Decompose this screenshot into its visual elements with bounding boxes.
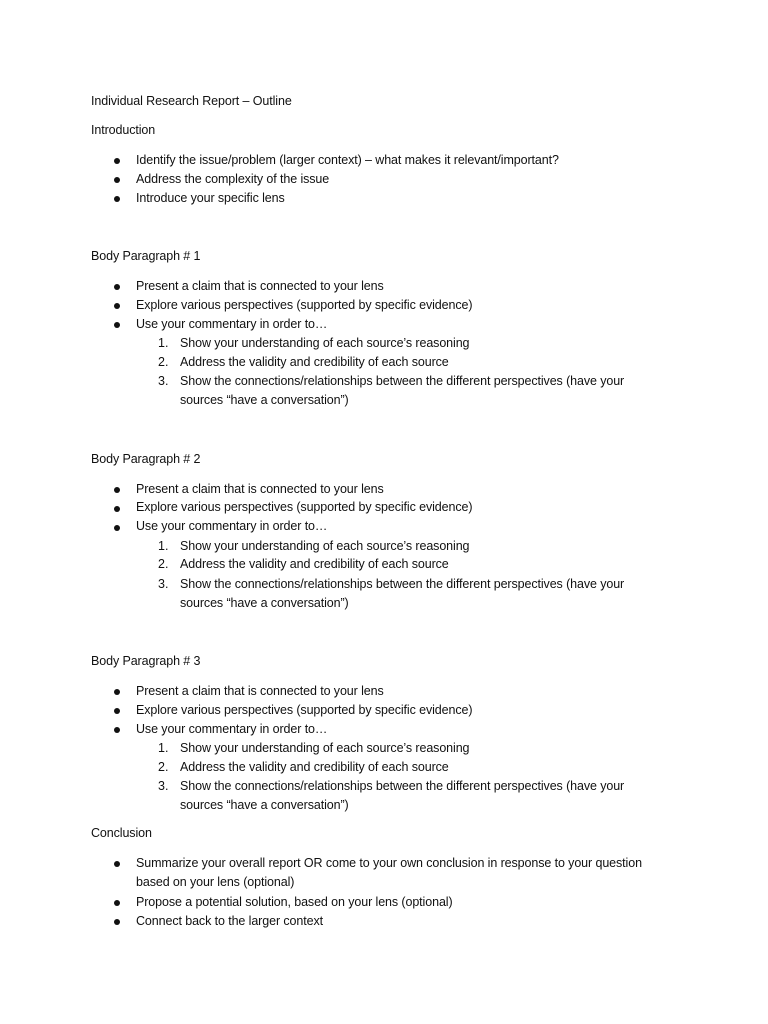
list-item: Use your commentary in order to… <box>136 722 328 736</box>
numbered-item: Show your understanding of each source’s reasoning <box>180 336 470 350</box>
list-item: Explore various perspectives (supported by specific evidence) <box>136 703 473 717</box>
bullet-icon <box>114 177 120 183</box>
list-item: Present a claim that is connected to your lens <box>136 279 384 293</box>
numbered-item-continuation: sources “have a conversation”) <box>180 596 349 610</box>
list-item: Address the complexity of the issue <box>136 172 330 186</box>
numbered-item: Address the validity and credibility of each source <box>180 355 449 369</box>
list-item: Use your commentary in order to… <box>136 317 328 331</box>
list-item: Explore various perspectives (supported by specific evidence) <box>136 298 473 312</box>
list-item: Connect back to the larger context <box>136 914 323 928</box>
document-title: Individual Research Report – Outline <box>91 94 292 108</box>
list-number: 1. <box>158 539 169 553</box>
list-number: 2. <box>158 557 169 571</box>
bullet-icon <box>114 689 120 695</box>
section-heading-conclusion: Conclusion <box>91 826 152 840</box>
numbered-item: Show your understanding of each source’s reasoning <box>180 539 470 553</box>
bullet-icon <box>114 727 120 733</box>
list-item: Propose a potential solution, based on your lens (optional) <box>136 895 453 909</box>
bullet-icon <box>114 900 120 906</box>
list-item: Introduce your specific lens <box>136 191 285 205</box>
section-heading-introduction: Introduction <box>91 123 156 137</box>
list-number: 3. <box>158 779 169 793</box>
numbered-item: Show the connections/relationships between the different perspectives (have your <box>180 577 625 591</box>
numbered-item: Show the connections/relationships between the different perspectives (have your <box>180 779 625 793</box>
list-number: 2. <box>158 355 169 369</box>
section-heading-body-3: Body Paragraph # 3 <box>91 654 201 668</box>
bullet-icon <box>114 861 120 867</box>
section-heading-body-2: Body Paragraph # 2 <box>91 452 201 466</box>
bullet-icon <box>114 196 120 202</box>
list-item: Explore various perspectives (supported by specific evidence) <box>136 500 473 514</box>
list-item: Present a claim that is connected to your lens <box>136 482 384 496</box>
numbered-item: Address the validity and credibility of each source <box>180 760 449 774</box>
list-item: Summarize your overall report OR come to your own conclusion in response to your question <box>136 856 642 870</box>
bullet-icon <box>114 284 120 290</box>
list-number: 1. <box>158 336 169 350</box>
list-number: 2. <box>158 760 169 774</box>
bullet-icon <box>114 487 120 493</box>
bullet-icon <box>114 525 120 531</box>
list-item: Identify the issue/problem (larger context) – what makes it relevant/important? <box>136 153 559 167</box>
bullet-icon <box>114 708 120 714</box>
numbered-item-continuation: sources “have a conversation”) <box>180 393 349 407</box>
list-item: Present a claim that is connected to your lens <box>136 684 384 698</box>
numbered-item: Show the connections/relationships between the different perspectives (have your <box>180 374 625 388</box>
numbered-item-continuation: sources “have a conversation”) <box>180 798 349 812</box>
list-item-continuation: based on your lens (optional) <box>136 875 295 889</box>
list-number: 1. <box>158 741 169 755</box>
numbered-item: Show your understanding of each source’s reasoning <box>180 741 470 755</box>
section-heading-body-1: Body Paragraph # 1 <box>91 249 201 263</box>
bullet-icon <box>114 303 120 309</box>
bullet-icon <box>114 919 120 925</box>
bullet-icon <box>114 506 120 512</box>
bullet-icon <box>114 158 120 164</box>
bullet-icon <box>114 322 120 328</box>
list-number: 3. <box>158 374 169 388</box>
list-item: Use your commentary in order to… <box>136 519 328 533</box>
list-number: 3. <box>158 577 169 591</box>
numbered-item: Address the validity and credibility of each source <box>180 557 449 571</box>
